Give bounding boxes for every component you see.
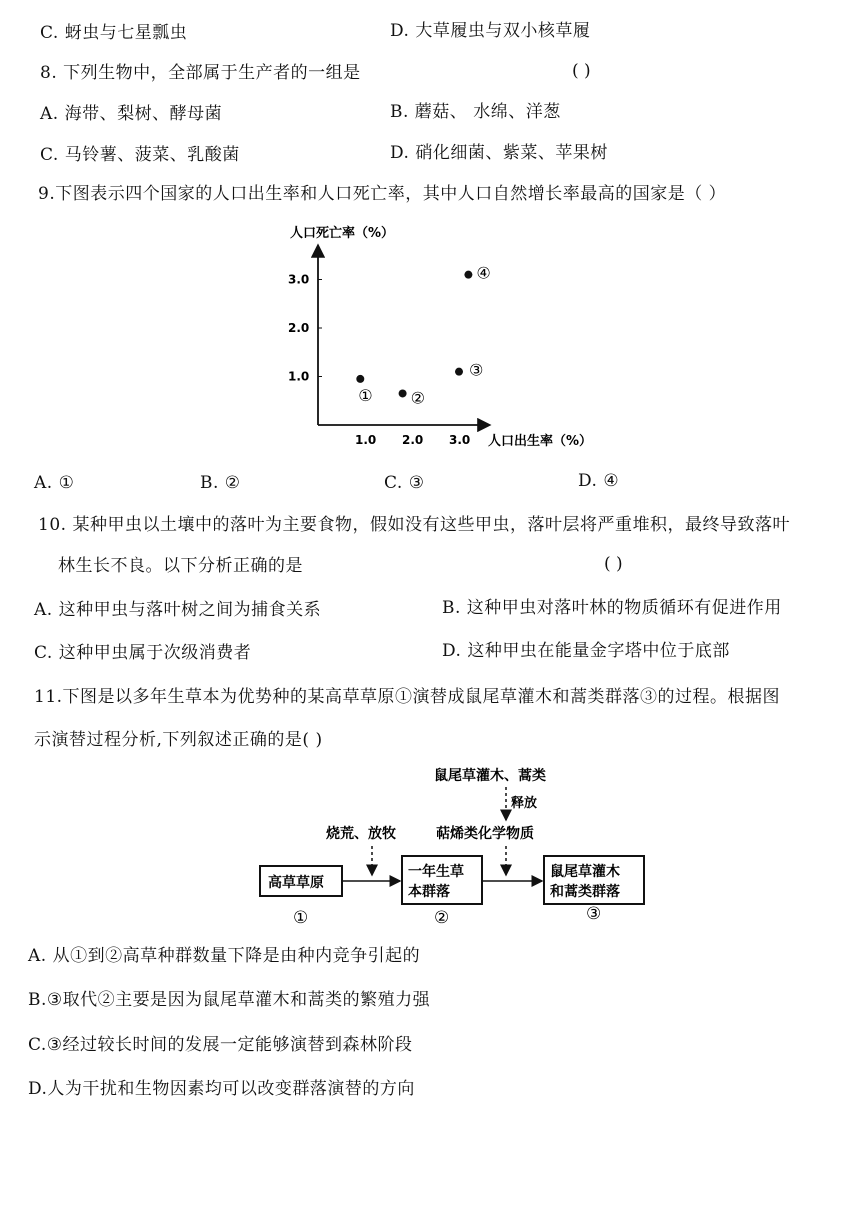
chart-axes <box>318 247 491 425</box>
q10-option-a: A. 这种甲虫与落叶树之间为捕食关系 <box>34 600 322 620</box>
box3-label-line1: 鼠尾草灌木 <box>550 864 620 880</box>
diagram-number-3: ③ <box>586 904 602 924</box>
chart-ticks <box>288 273 470 448</box>
q11-option-a: A. 从①到②高草种群数量下降是由种内竞争引起的 <box>28 946 421 966</box>
q9-scatter-chart <box>270 215 630 455</box>
q11-option-b: B.③取代②主要是因为鼠尾草灌木和蒿类的繁殖力强 <box>28 990 431 1010</box>
q9-option-b: B. ② <box>200 473 241 493</box>
q8-option-c: C. 马铃薯、菠菜、乳酸菌 <box>40 145 240 165</box>
diagram-chem-label: 萜烯类化学物质 <box>436 826 534 842</box>
data-point <box>455 368 463 376</box>
data-point-label: ① <box>358 385 373 405</box>
x-tick-label: 1.0 <box>355 433 377 447</box>
q11-option-d: D.人为干扰和生物因素均可以改变群落演替的方向 <box>28 1079 415 1099</box>
q10-stem-line2: 林生长不良。以下分析正确的是 <box>58 556 303 576</box>
q8-stem: 8. 下列生物中，全部属于生产者的一组是 <box>40 63 361 83</box>
data-point <box>356 375 364 383</box>
y-axis-label: 人口死亡率（%） <box>290 226 395 241</box>
q8-answer-blank: ( ) <box>572 61 591 81</box>
box2-label-line2: 本群落 <box>408 884 450 900</box>
q7-option-c: C. 蚜虫与七星瓢虫 <box>40 23 188 43</box>
data-point <box>399 389 407 397</box>
diagram-release-label: 释放 <box>511 796 538 811</box>
q8-option-a: A. 海带、梨树、酵母菌 <box>40 104 223 124</box>
q9-option-d: D. ④ <box>578 471 620 491</box>
x-tick-label: 3.0 <box>449 433 471 447</box>
diagram-left-factor: 烧荒、放牧 <box>326 826 396 842</box>
data-point-label: ② <box>410 388 425 408</box>
diagram-number-1: ① <box>293 908 309 928</box>
q9-stem: 9.下图表示四个国家的人口出生率和人口死亡率，其中人口自然增长率最高的国家是（ ） <box>38 184 727 204</box>
q7-option-d: D. 大草履虫与双小核草履 <box>390 21 591 41</box>
q8-option-d: D. 硝化细菌、紫菜、苹果树 <box>390 143 608 163</box>
x-axis-label: 人口出生率（%） <box>488 434 593 449</box>
q10-stem-line1: 10. 某种甲虫以土壤中的落叶为主要食物，假如没有这些甲虫，落叶层将严重堆积，最终导致落叶 <box>38 515 790 535</box>
succession-diagram <box>250 760 660 930</box>
data-point <box>464 271 472 279</box>
diagram-top-label: 鼠尾草灌木、蒿类 <box>434 768 546 784</box>
data-point-label: ④ <box>476 263 491 283</box>
q10-option-b: B. 这种甲虫对落叶林的物质循环有促进作用 <box>442 598 782 618</box>
x-tick-label: 2.0 <box>402 433 424 447</box>
diagram-number-2: ② <box>434 908 450 928</box>
box2-label-line1: 一年生草 <box>408 864 464 880</box>
data-point-label: ③ <box>469 360 484 380</box>
q10-option-d: D. 这种甲虫在能量金字塔中位于底部 <box>442 641 730 661</box>
q9-option-c: C. ③ <box>384 473 425 493</box>
box3-label-line2: 和蒿类群落 <box>550 884 620 900</box>
y-tick-label: 2.0 <box>288 321 310 335</box>
q11-option-c: C.③经过较长时间的发展一定能够演替到森林阶段 <box>28 1035 413 1055</box>
q10-answer-blank: ( ) <box>604 554 623 574</box>
q8-option-b: B. 蘑菇、 水绵、洋葱 <box>390 102 561 122</box>
q11-stem-line1: 11.下图是以多年生草本为优势种的某高草草原①演替成鼠尾草灌木和蒿类群落③的过程。根据图 <box>34 687 781 707</box>
chart-points <box>356 264 490 408</box>
q10-option-c: C. 这种甲虫属于次级消费者 <box>34 643 252 663</box>
q9-option-a: A. ① <box>34 473 75 493</box>
y-tick-label: 1.0 <box>288 369 310 384</box>
box1-label: 高草草原 <box>268 875 324 891</box>
q11-stem-line2: 示演替过程分析,下列叙述正确的是( ) <box>34 730 323 750</box>
y-tick-label: 3.0 <box>288 272 310 287</box>
